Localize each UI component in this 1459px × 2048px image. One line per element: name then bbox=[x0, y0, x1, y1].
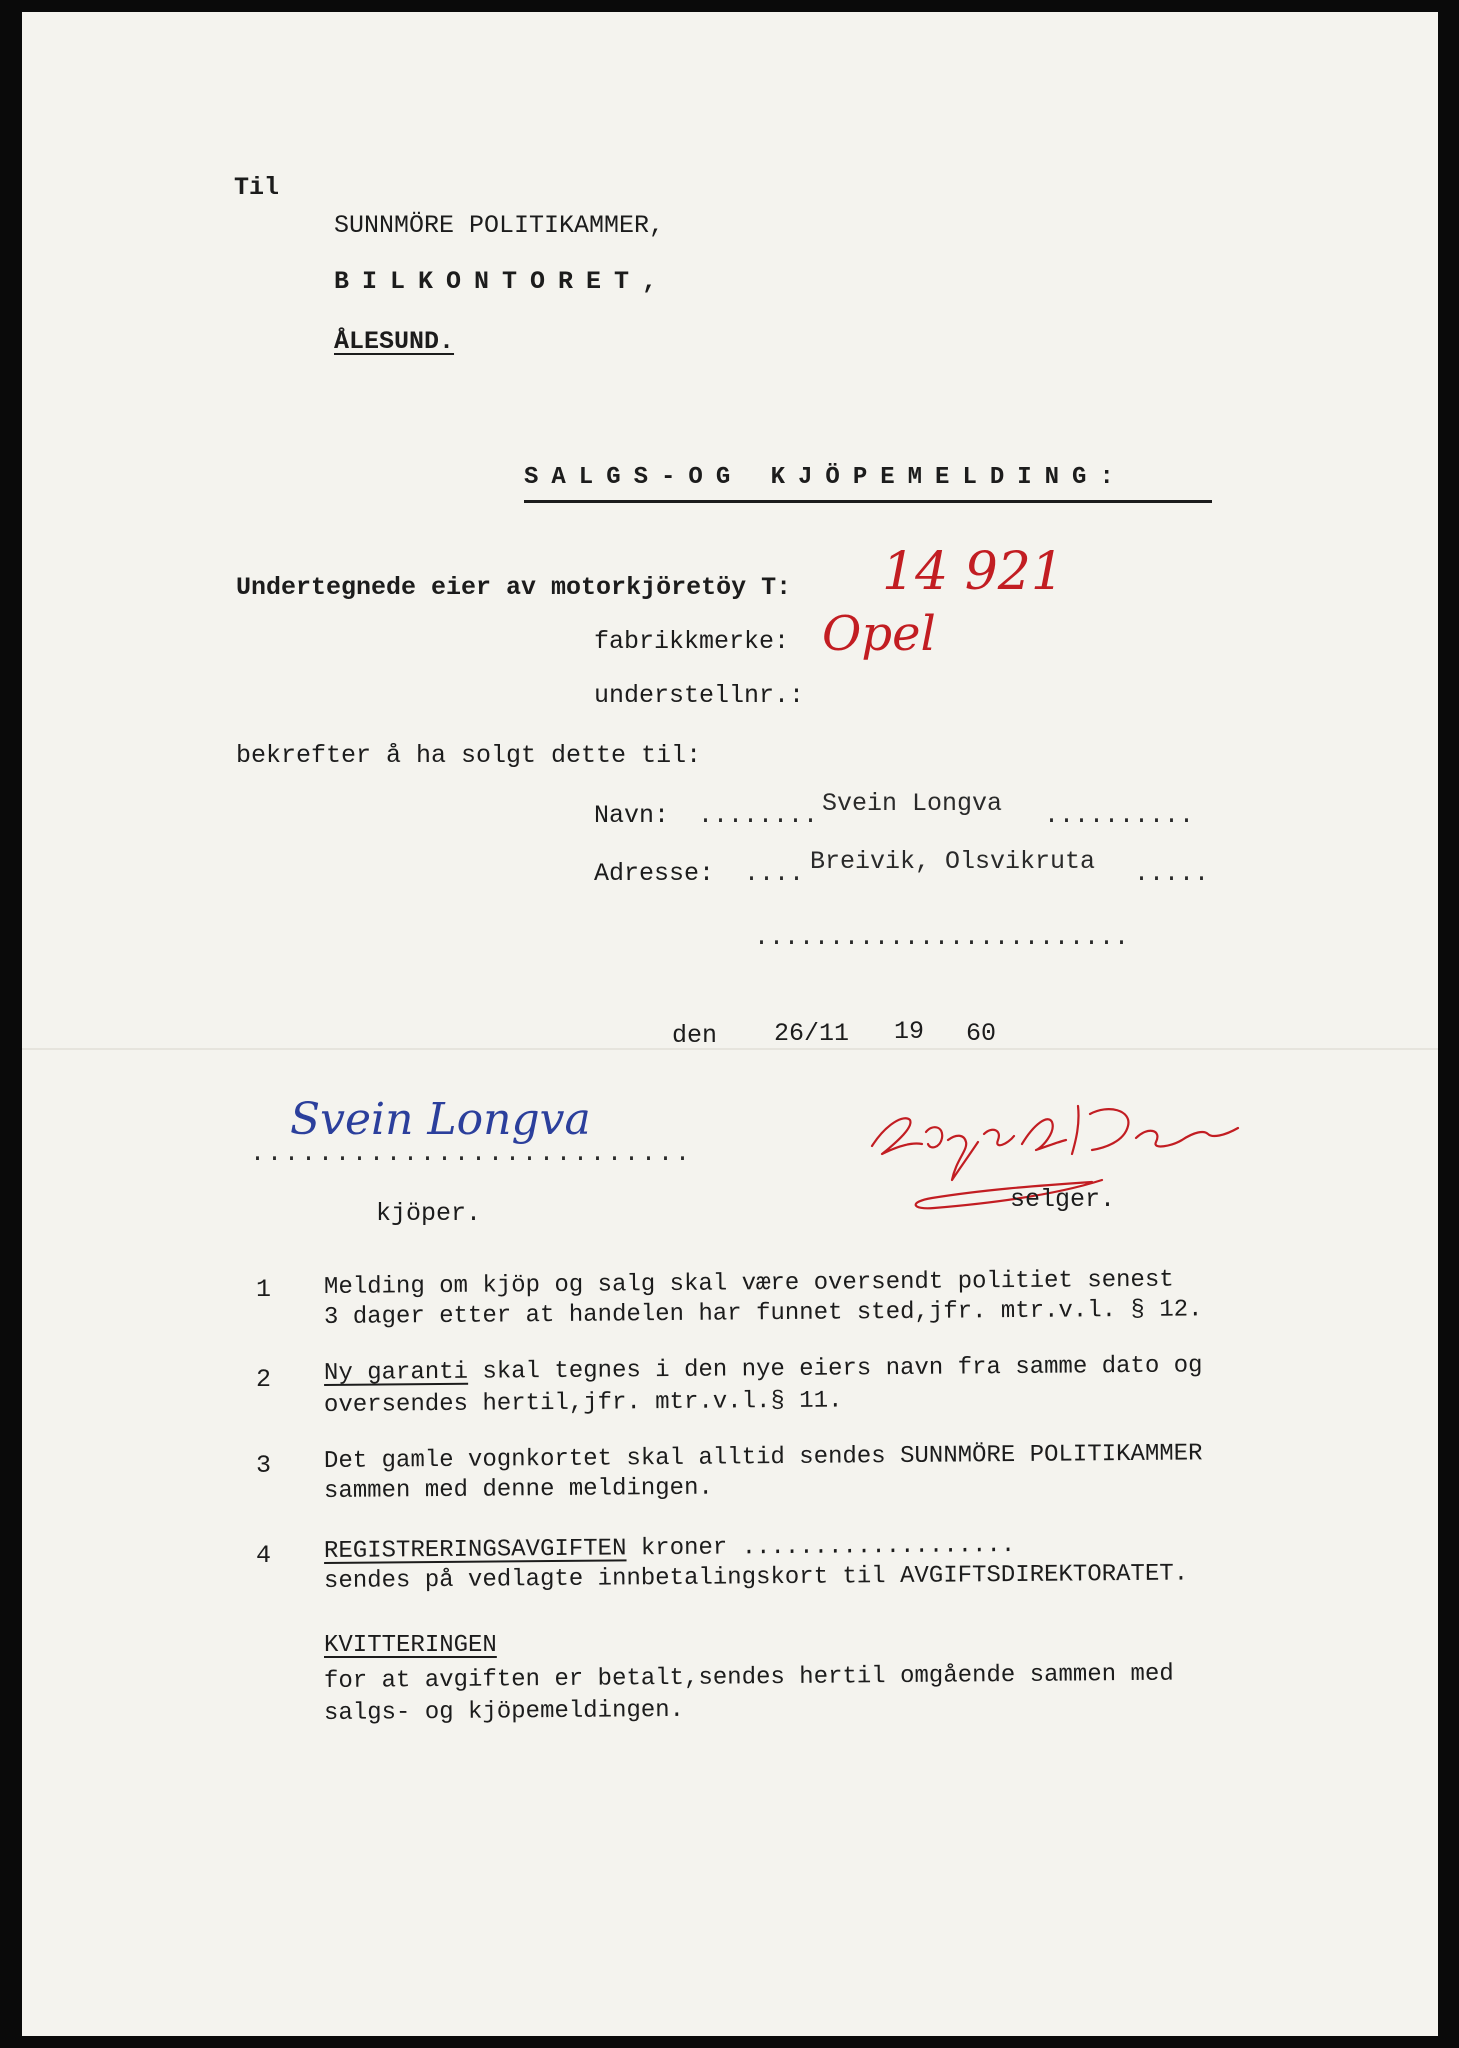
sold-to-intro: bekrefter å ha solgt dette til: bbox=[236, 741, 702, 770]
document-page bbox=[22, 12, 1438, 2036]
seller-label: selger. bbox=[1010, 1185, 1116, 1214]
note-1-line-1: Melding om kjöp og salg skal være oversendt politiet senest bbox=[323, 1266, 1174, 1301]
address-dots-after: ..... bbox=[1134, 859, 1210, 888]
note-4-line-1-rest: kroner ................... bbox=[626, 1531, 1016, 1563]
page-title: SALGS-OG KJÖPEMELDING: bbox=[524, 464, 1127, 491]
note-2-underlined-text: Ny garanti bbox=[323, 1358, 469, 1387]
receipt-line-2: salgs- og kjöpemeldingen. bbox=[323, 1696, 685, 1727]
address-dots-before: .... bbox=[744, 859, 805, 888]
note-4-underlined-text: REGISTRERINGSAVGIFTEN bbox=[323, 1535, 627, 1565]
date-year-prefix: 19 bbox=[894, 1017, 925, 1046]
note-4-line-1 bbox=[324, 1532, 1016, 1566]
note-2-line-2: oversendes hertil,jfr. mtr.v.l.§ 11. bbox=[323, 1387, 843, 1419]
recipient-line-2: BILKONTORET, bbox=[334, 267, 671, 296]
receipt-line-1: for at avgiften er betalt,sendes hertil omgående sammen med bbox=[323, 1660, 1174, 1695]
date-value: 26/11 bbox=[774, 1019, 850, 1048]
vehicle-intro: Undertegnede eier av motorkjöretöy T: bbox=[236, 573, 792, 602]
note-number-3: 3 bbox=[256, 1451, 272, 1480]
note-1-line-2: 3 dager etter at handelen har funnet sted,jfr. mtr.v.l. § 12. bbox=[323, 1296, 1203, 1331]
buyer-label: kjöper. bbox=[376, 1199, 482, 1228]
registration-number-handwritten: 14 921 bbox=[882, 542, 1064, 602]
name-dots-before: ........ bbox=[698, 801, 819, 830]
buyer-name-typed: Svein Longva bbox=[822, 789, 1003, 818]
note-4-line-2: sendes på vedlagte innbetalingskort til AVGIFTSDIREKTORATET. bbox=[323, 1560, 1189, 1595]
buyer-signature-dots: .......................... bbox=[250, 1139, 693, 1168]
make-label: fabrikkmerke: bbox=[594, 627, 790, 656]
name-label: Navn: bbox=[594, 801, 670, 830]
address-line-2-dots: ......................... bbox=[754, 923, 1130, 952]
date-year-suffix: 60 bbox=[966, 1019, 997, 1048]
note-2-line-1-rest: skal tegnes i den nye eiers navn fra samme dato og bbox=[467, 1352, 1203, 1386]
address-typed: Breivik, Olsvikruta bbox=[810, 847, 1096, 876]
note-number-4: 4 bbox=[256, 1541, 272, 1570]
til-label: Til bbox=[234, 173, 280, 202]
title-underline bbox=[524, 500, 1212, 503]
chassis-label: understellnr.: bbox=[594, 681, 805, 710]
note-3-line-1: Det gamle vognkortet skal alltid sendes SUNNMÖRE POLITIKAMMER bbox=[323, 1440, 1203, 1475]
make-handwritten: Opel bbox=[822, 606, 936, 662]
receipt-heading: KVITTERINGEN bbox=[324, 1632, 497, 1659]
recipient-line-1: SUNNMÖRE POLITIKAMMER, bbox=[334, 211, 665, 240]
note-number-1: 1 bbox=[256, 1275, 272, 1304]
address-label: Adresse: bbox=[594, 859, 715, 888]
note-number-2: 2 bbox=[256, 1365, 272, 1394]
name-dots-after: .......... bbox=[1044, 801, 1195, 830]
recipient-line-3: ÅLESUND. bbox=[334, 327, 455, 356]
note-2-line-1 bbox=[324, 1352, 1203, 1388]
note-3-line-2: sammen med denne meldingen. bbox=[323, 1474, 713, 1505]
date-prefix: den bbox=[672, 1021, 718, 1050]
buyer-signature: Svein Longva bbox=[290, 1094, 591, 1145]
paper-fold-line bbox=[22, 1048, 1438, 1050]
